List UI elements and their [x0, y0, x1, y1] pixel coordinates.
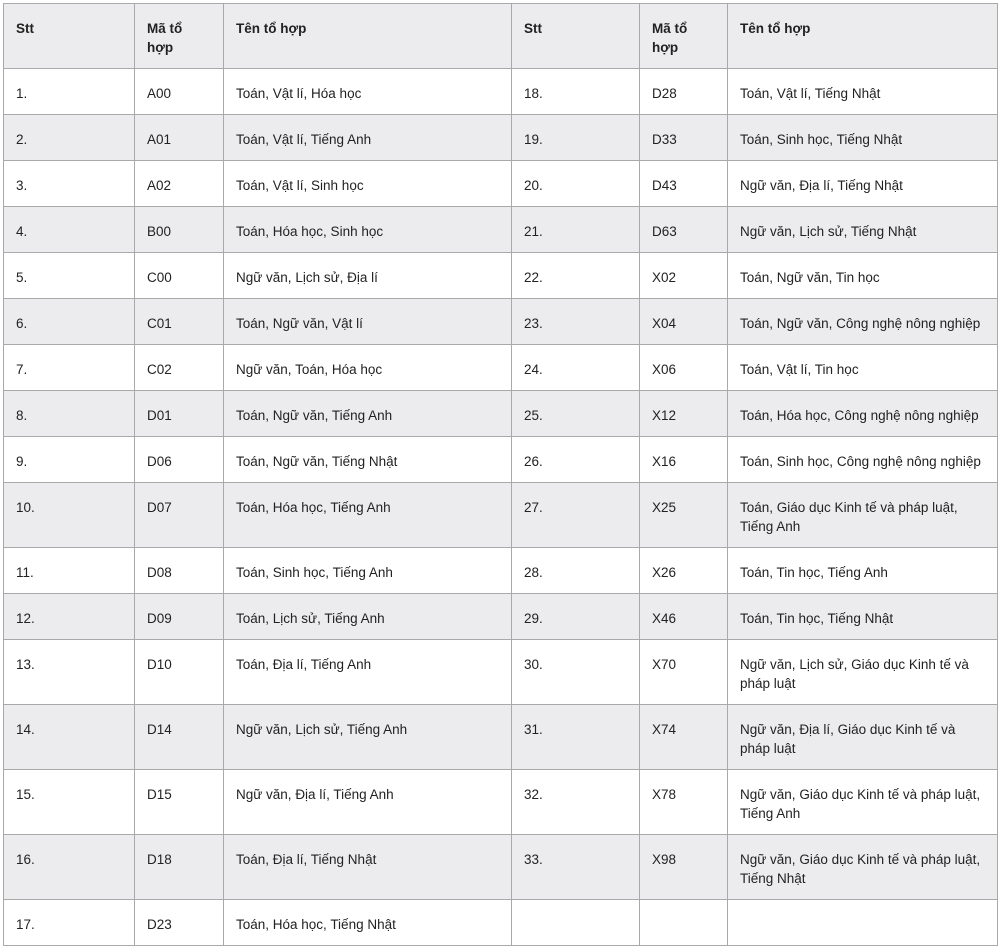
- table-row: [4, 115, 998, 161]
- cell-code: C00: [135, 253, 224, 299]
- cell-code: C01: [135, 299, 224, 345]
- header-name-left: Tên tổ hợp: [224, 4, 512, 69]
- cell-code: X12: [640, 391, 728, 437]
- cell-name: Toán, Hóa học, Tiếng Nhật: [224, 900, 512, 946]
- cell-code: D07: [135, 483, 224, 548]
- cell-stt: 24.: [512, 345, 640, 391]
- cell-stt: 25.: [512, 391, 640, 437]
- cell-stt: 21.: [512, 207, 640, 253]
- table-row: [4, 770, 998, 835]
- cell-code: X04: [640, 299, 728, 345]
- cell-code: D08: [135, 548, 224, 594]
- cell-name: Ngữ văn, Giáo dục Kinh tế và pháp luật, Tiếng Nhật: [728, 835, 998, 900]
- cell-empty: [512, 900, 640, 946]
- cell-code: X25: [640, 483, 728, 548]
- cell-stt: 26.: [512, 437, 640, 483]
- cell-code: D15: [135, 770, 224, 835]
- table-row: [4, 900, 998, 946]
- table-row: [4, 483, 998, 548]
- table-row: [4, 69, 998, 115]
- cell-name: Toán, Vật lí, Tin học: [728, 345, 998, 391]
- cell-name: Ngữ văn, Lịch sử, Tiếng Nhật: [728, 207, 998, 253]
- table-row: [4, 391, 998, 437]
- cell-stt: 8.: [4, 391, 135, 437]
- cell-empty: [640, 900, 728, 946]
- cell-name: Ngữ văn, Địa lí, Tiếng Anh: [224, 770, 512, 835]
- cell-name: Toán, Vật lí, Tiếng Anh: [224, 115, 512, 161]
- cell-name: Toán, Vật lí, Sinh học: [224, 161, 512, 207]
- cell-code: D33: [640, 115, 728, 161]
- cell-name: Toán, Ngữ văn, Vật lí: [224, 299, 512, 345]
- cell-stt: 19.: [512, 115, 640, 161]
- cell-name: Toán, Sinh học, Công nghệ nông nghiệp: [728, 437, 998, 483]
- cell-name: Toán, Địa lí, Tiếng Nhật: [224, 835, 512, 900]
- cell-code: A00: [135, 69, 224, 115]
- cell-code: X46: [640, 594, 728, 640]
- header-name-right: Tên tổ hợp: [728, 4, 998, 69]
- cell-name: Toán, Vật lí, Tiếng Nhật: [728, 69, 998, 115]
- cell-code: D09: [135, 594, 224, 640]
- cell-name: Toán, Hóa học, Tiếng Anh: [224, 483, 512, 548]
- cell-code: X06: [640, 345, 728, 391]
- cell-name: Toán, Sinh học, Tiếng Nhật: [728, 115, 998, 161]
- cell-stt: 14.: [4, 705, 135, 770]
- cell-stt: 7.: [4, 345, 135, 391]
- cell-code: D06: [135, 437, 224, 483]
- header-stt-left: Stt: [4, 4, 135, 69]
- cell-name: Ngữ văn, Lịch sử, Địa lí: [224, 253, 512, 299]
- table-row: [4, 548, 998, 594]
- cell-stt: 33.: [512, 835, 640, 900]
- cell-stt: 23.: [512, 299, 640, 345]
- table-row: [4, 594, 998, 640]
- cell-name: Toán, Tin học, Tiếng Anh: [728, 548, 998, 594]
- cell-code: B00: [135, 207, 224, 253]
- cell-name: Ngữ văn, Địa lí, Giáo dục Kinh tế và pháp luật: [728, 705, 998, 770]
- cell-code: X26: [640, 548, 728, 594]
- cell-name: Toán, Hóa học, Công nghệ nông nghiệp: [728, 391, 998, 437]
- cell-name: Toán, Vật lí, Hóa học: [224, 69, 512, 115]
- header-stt-right: Stt: [512, 4, 640, 69]
- cell-stt: 27.: [512, 483, 640, 548]
- cell-code: X74: [640, 705, 728, 770]
- cell-name: Toán, Giáo dục Kinh tế và pháp luật, Tiếng Anh: [728, 483, 998, 548]
- cell-name: Ngữ văn, Toán, Hóa học: [224, 345, 512, 391]
- combination-table-container: [3, 3, 997, 946]
- cell-code: D43: [640, 161, 728, 207]
- cell-name: Ngữ văn, Lịch sử, Giáo dục Kinh tế và pháp luật: [728, 640, 998, 705]
- subject-combination-table: [3, 3, 998, 946]
- cell-code: X16: [640, 437, 728, 483]
- cell-stt: 2.: [4, 115, 135, 161]
- cell-code: D63: [640, 207, 728, 253]
- cell-code: A02: [135, 161, 224, 207]
- cell-name: Toán, Tin học, Tiếng Nhật: [728, 594, 998, 640]
- cell-stt: 29.: [512, 594, 640, 640]
- table-row: [4, 345, 998, 391]
- table-row: [4, 299, 998, 345]
- cell-code: X70: [640, 640, 728, 705]
- cell-name: Toán, Ngữ văn, Tiếng Anh: [224, 391, 512, 437]
- cell-code: D14: [135, 705, 224, 770]
- cell-code: X98: [640, 835, 728, 900]
- cell-stt: 32.: [512, 770, 640, 835]
- cell-stt: 12.: [4, 594, 135, 640]
- cell-stt: 13.: [4, 640, 135, 705]
- cell-stt: 6.: [4, 299, 135, 345]
- cell-code: D10: [135, 640, 224, 705]
- table-header-row: [4, 4, 998, 69]
- table-row: [4, 253, 998, 299]
- table-row: [4, 207, 998, 253]
- cell-code: X02: [640, 253, 728, 299]
- cell-name: Toán, Ngữ văn, Tin học: [728, 253, 998, 299]
- cell-stt: 9.: [4, 437, 135, 483]
- cell-code: A01: [135, 115, 224, 161]
- table-row: [4, 640, 998, 705]
- cell-stt: 31.: [512, 705, 640, 770]
- cell-stt: 1.: [4, 69, 135, 115]
- cell-stt: 17.: [4, 900, 135, 946]
- table-row: [4, 437, 998, 483]
- cell-name: Toán, Ngữ văn, Công nghệ nông nghiệp: [728, 299, 998, 345]
- cell-code: C02: [135, 345, 224, 391]
- cell-stt: 11.: [4, 548, 135, 594]
- cell-stt: 18.: [512, 69, 640, 115]
- cell-stt: 3.: [4, 161, 135, 207]
- cell-stt: 15.: [4, 770, 135, 835]
- cell-code: D23: [135, 900, 224, 946]
- cell-stt: 28.: [512, 548, 640, 594]
- cell-empty: [728, 900, 998, 946]
- cell-name: Toán, Lịch sử, Tiếng Anh: [224, 594, 512, 640]
- cell-name: Toán, Ngữ văn, Tiếng Nhật: [224, 437, 512, 483]
- cell-name: Toán, Sinh học, Tiếng Anh: [224, 548, 512, 594]
- cell-name: Ngữ văn, Giáo dục Kinh tế và pháp luật, Tiếng Anh: [728, 770, 998, 835]
- cell-name: Ngữ văn, Địa lí, Tiếng Nhật: [728, 161, 998, 207]
- table-row: [4, 835, 998, 900]
- table-row: [4, 705, 998, 770]
- cell-name: Toán, Hóa học, Sinh học: [224, 207, 512, 253]
- cell-stt: 4.: [4, 207, 135, 253]
- header-code-left: Mã tổ hợp: [135, 4, 224, 69]
- cell-stt: 10.: [4, 483, 135, 548]
- cell-code: X78: [640, 770, 728, 835]
- cell-code: D18: [135, 835, 224, 900]
- cell-stt: 20.: [512, 161, 640, 207]
- cell-stt: 16.: [4, 835, 135, 900]
- cell-stt: 22.: [512, 253, 640, 299]
- cell-stt: 30.: [512, 640, 640, 705]
- cell-name: Ngữ văn, Lịch sử, Tiếng Anh: [224, 705, 512, 770]
- header-code-right: Mã tổ hợp: [640, 4, 728, 69]
- cell-code: D01: [135, 391, 224, 437]
- table-row: [4, 161, 998, 207]
- cell-name: Toán, Địa lí, Tiếng Anh: [224, 640, 512, 705]
- cell-stt: 5.: [4, 253, 135, 299]
- cell-code: D28: [640, 69, 728, 115]
